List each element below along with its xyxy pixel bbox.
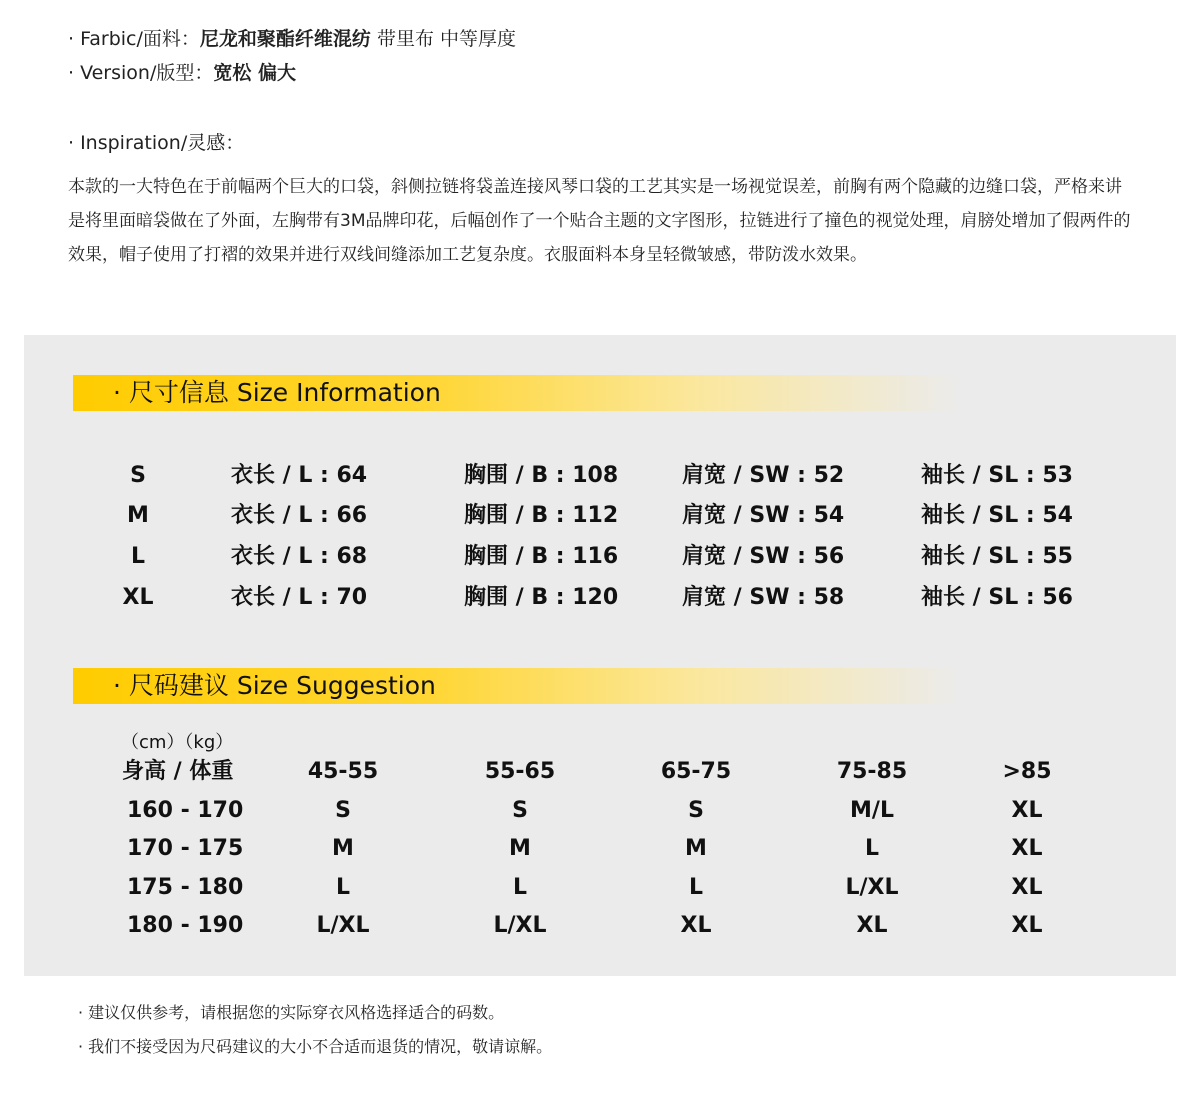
suggested-size: S <box>335 798 351 823</box>
weight-header: >85 <box>1002 759 1052 784</box>
inspiration-label: · Inspiration/灵感： <box>68 132 245 154</box>
size-label: L <box>130 544 146 569</box>
size-suggestion-banner <box>73 668 959 704</box>
shoulder-value: 肩宽 / SW : 58 <box>682 585 845 610</box>
suggested-size: S <box>688 798 704 823</box>
height-range: 175 - 180 <box>127 875 244 900</box>
height-range: 180 - 190 <box>127 913 244 938</box>
size-info-title: · 尺寸信息 Size Information <box>113 378 441 407</box>
weight-header: 45-55 <box>307 759 379 784</box>
suggested-size: S <box>512 798 528 823</box>
version-value: 宽松 偏大 <box>213 62 296 84</box>
size-label: M <box>127 503 149 528</box>
version-line <box>68 60 296 86</box>
chest-value: 胸围 / B : 108 <box>464 463 619 488</box>
sleeve-value: 袖长 / SL : 54 <box>921 503 1073 528</box>
suggested-size: L <box>864 836 880 861</box>
suggested-size: L/XL <box>493 913 547 938</box>
suggested-size: XL <box>1011 836 1043 861</box>
suggested-size: XL <box>856 913 888 938</box>
suggested-size: XL <box>680 913 712 938</box>
shoulder-value: 肩宽 / SW : 54 <box>682 503 845 528</box>
size-info-banner <box>73 375 959 411</box>
fabric-label: · Farbic/面料： <box>68 28 200 50</box>
height-range: 170 - 175 <box>127 836 244 861</box>
suggested-size: L <box>688 875 704 900</box>
height-weight-header: 身高 / 体重 <box>122 759 234 784</box>
suggested-size: XL <box>1011 875 1043 900</box>
size-label: XL <box>122 585 154 610</box>
size-note: · 建议仅供参考，请根据您的实际穿衣风格选择适合的码数。 <box>78 1003 505 1022</box>
length-value: 衣长 / L : 64 <box>231 463 368 488</box>
chest-value: 胸围 / B : 116 <box>464 544 619 569</box>
size-panel <box>24 335 1176 976</box>
suggested-size: M/L <box>850 798 894 823</box>
shoulder-value: 肩宽 / SW : 56 <box>682 544 845 569</box>
shoulder-value: 肩宽 / SW : 52 <box>682 463 845 488</box>
fabric-extra: 带里布 中等厚度 <box>370 28 517 50</box>
chest-value: 胸围 / B : 112 <box>464 503 619 528</box>
length-value: 衣长 / L : 68 <box>231 544 368 569</box>
weight-header: 75-85 <box>836 759 908 784</box>
suggested-size: L/XL <box>845 875 899 900</box>
fabric-value: 尼龙和聚酯纤维混纺 <box>199 28 371 50</box>
suggested-size: XL <box>1011 913 1043 938</box>
sleeve-value: 袖长 / SL : 53 <box>921 463 1073 488</box>
units-label: （cm）（kg） <box>121 732 234 753</box>
inspiration-description: 本款的一大特色在于前幅两个巨大的口袋，斜侧拉链将袋盖连接风琴口袋的工艺其实是一场视觉误差，前胸有两个隐藏的边缝口袋，严格来讲是将里面暗袋做在了外面，左胸带有3M品牌印花，后幅创作了一个贴合主题的文字图形，拉链进行了撞色的视觉处理，肩膀处增加了假两件的效果，帽子使用了打褶的效果并进行双线间缝添加工艺复杂度。衣服面料本身呈轻微皱感，带防泼水效果。 <box>68 177 1131 265</box>
suggested-size: L <box>512 875 528 900</box>
length-value: 衣长 / L : 66 <box>231 503 368 528</box>
size-label: S <box>130 463 146 488</box>
suggested-size: L/XL <box>316 913 370 938</box>
return-policy-note: · 我们不接受因为尺码建议的大小不合适而退货的情况，敬请谅解。 <box>78 1037 553 1056</box>
weight-header: 55-65 <box>484 759 556 784</box>
sleeve-value: 袖长 / SL : 56 <box>921 585 1073 610</box>
size-suggestion-title: · 尺码建议 Size Suggestion <box>113 671 436 700</box>
version-label: · Version/版型： <box>68 62 214 84</box>
weight-header: 65-75 <box>660 759 732 784</box>
sleeve-value: 袖长 / SL : 55 <box>921 544 1073 569</box>
fabric-line <box>68 26 516 52</box>
chest-value: 胸围 / B : 120 <box>464 585 619 610</box>
height-range: 160 - 170 <box>127 798 244 823</box>
length-value: 衣长 / L : 70 <box>231 585 368 610</box>
suggested-size: M <box>332 836 354 861</box>
suggested-size: L <box>335 875 351 900</box>
suggested-size: M <box>685 836 707 861</box>
suggested-size: XL <box>1011 798 1043 823</box>
suggested-size: M <box>509 836 531 861</box>
